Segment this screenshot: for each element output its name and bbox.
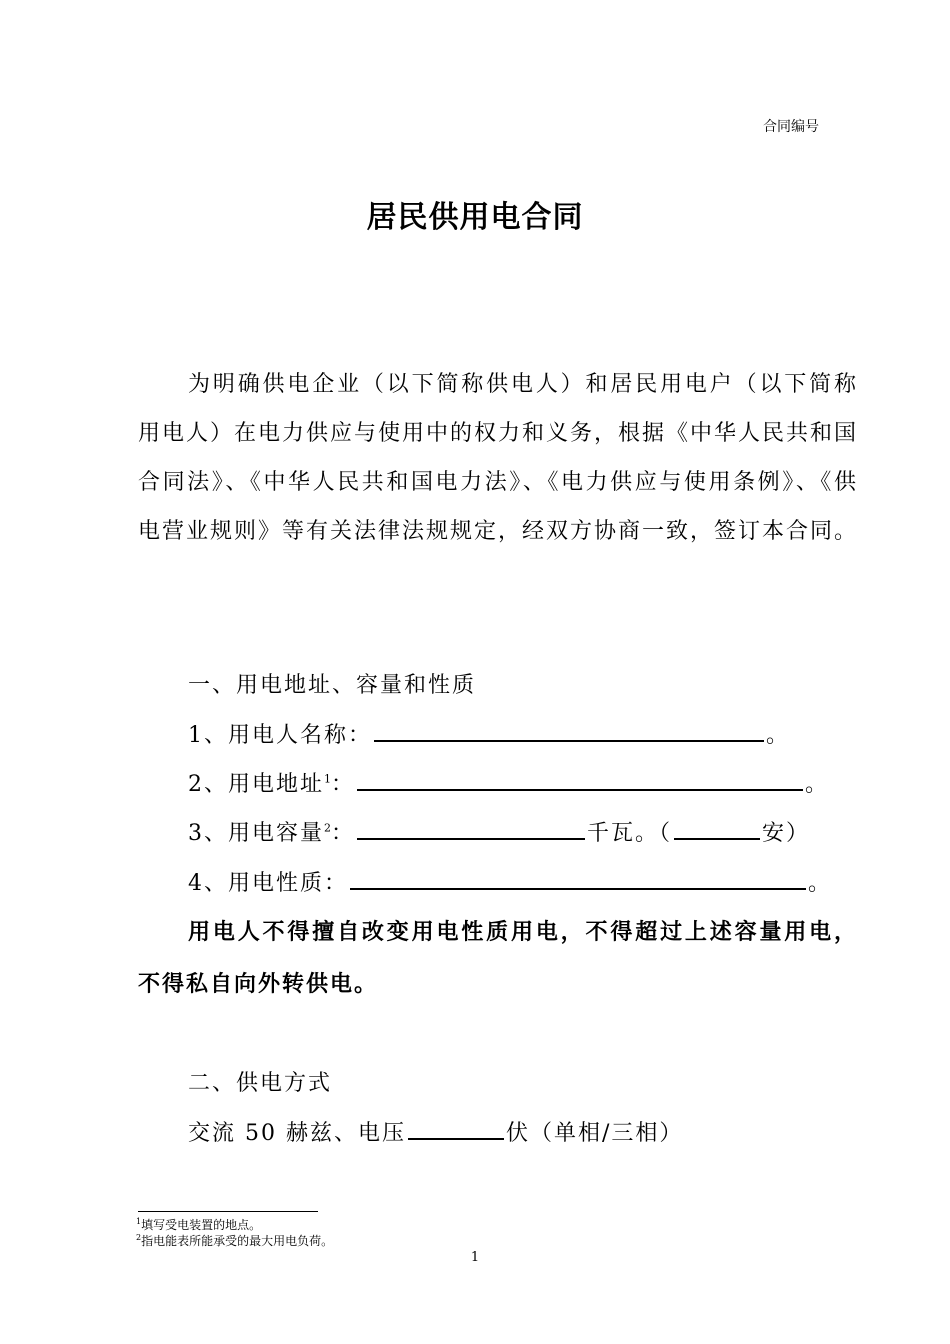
- field-address-colon: ：: [331, 772, 356, 797]
- voltage-blank[interactable]: [408, 1116, 504, 1140]
- footnote-2: [136, 1232, 333, 1249]
- field-usage-type: [188, 866, 832, 897]
- footnote-1-mark: 1: [136, 1217, 142, 1226]
- footnote-2-mark: 2: [136, 1233, 142, 1242]
- usage-notice: 用电人不得擅自改变用电性质用电，不得超过上述容量用电，不得私自向外转供电。: [138, 919, 858, 997]
- footnote-1-text: 填写受电装置的地点。: [141, 1218, 262, 1232]
- supply-voltage-prefix: 交流 50 赫兹、电压: [188, 1121, 406, 1146]
- footnote-1: [136, 1216, 261, 1233]
- capacity-unit-kw: 千瓦。（: [587, 821, 673, 846]
- capacity-unit-amp: 安）: [762, 821, 811, 846]
- field-usage-type-end: 。: [808, 871, 833, 896]
- supply-voltage-suffix: 伏（单相/三相）: [505, 1121, 684, 1146]
- user-name-blank[interactable]: [374, 718, 764, 742]
- section-1-heading: 一、用电地址、容量和性质: [188, 673, 477, 698]
- section-2-heading: 二、供电方式: [188, 1071, 333, 1096]
- field-user-name-end: 。: [766, 723, 791, 748]
- field-address-end: 。: [805, 772, 830, 797]
- contract-number-label: 合同编号: [763, 119, 819, 135]
- field-capacity: [188, 816, 810, 847]
- page-number: 1: [470, 1250, 480, 1265]
- field-address-label: 2、用电地址: [188, 772, 324, 797]
- field-capacity-label: 3、用电容量: [188, 821, 324, 846]
- footnote-2-text: 指电能表所能承受的最大用电负荷。: [141, 1234, 334, 1248]
- field-user-name: [188, 718, 790, 749]
- footnote-ref-1: 1: [324, 772, 331, 786]
- field-address: [188, 767, 829, 798]
- capacity-kw-blank[interactable]: [357, 816, 585, 840]
- intro-paragraph: 为明确供电企业（以下简称供电人）和居民用电户（以下简称用电人）在电力供应与使用中的权力和义务，根据《中华人民共和国合同法》、《中华人民共和国电力法》、《电力供应与使用条例》、《供电营业规则》等有关法律法规规定，经双方协商一致，签订本合同。: [138, 372, 859, 544]
- address-blank[interactable]: [357, 767, 803, 791]
- field-usage-type-label: 4、用电性质：: [188, 871, 348, 896]
- field-capacity-colon: ：: [331, 821, 356, 846]
- supply-voltage-line: [188, 1116, 683, 1147]
- footnote-separator: [138, 1211, 318, 1212]
- footnote-ref-2: 2: [324, 821, 331, 835]
- document-title: 居民供用电合同: [366, 200, 584, 235]
- capacity-amp-blank[interactable]: [674, 816, 760, 840]
- usage-type-blank[interactable]: [350, 866, 806, 890]
- field-user-name-label: 1、用电人名称：: [188, 723, 372, 748]
